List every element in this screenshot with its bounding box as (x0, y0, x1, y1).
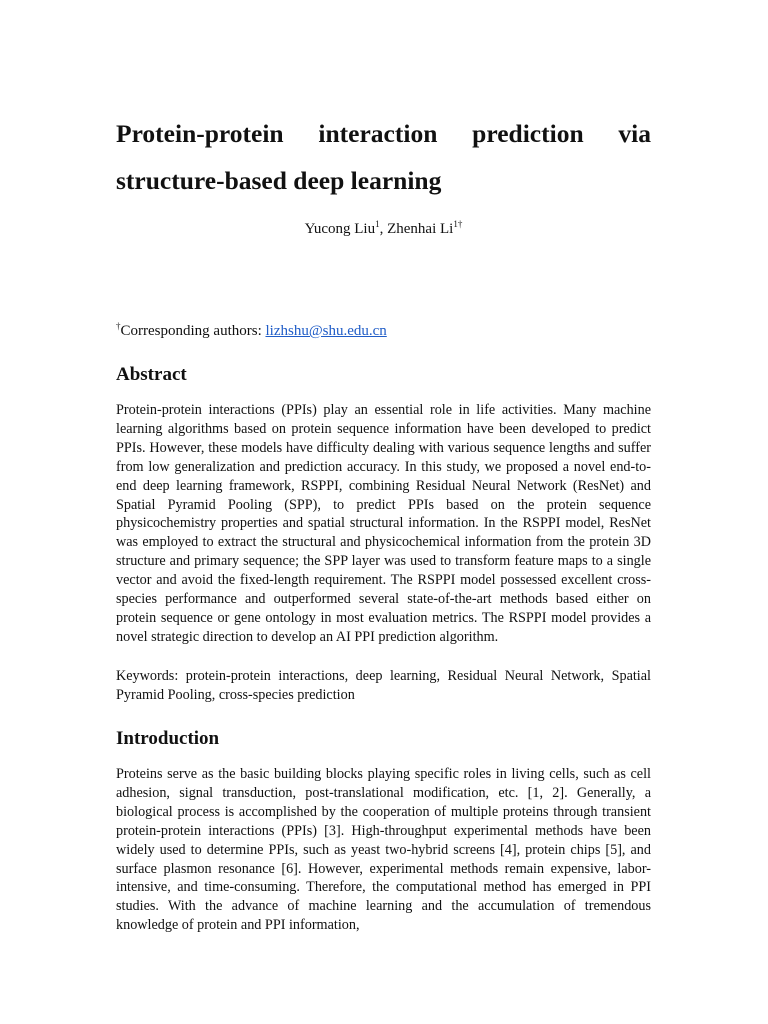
author-name: Yucong Liu (304, 221, 376, 237)
introduction-paragraph: Proteins serve as the basic building blocks playing specific roles in living cells, such as cell adhesion, signal transduction, post-translational modification, etc. [1, 2]. Generally, a biological process is accomplished by the cooperation of multiple proteins through transient protein-protein interactions (PPIs) [3]. High-throughput experimental methods have been widely used to determine PPIs, such as yeast two-hybrid screens [4], protein chips [5], and surface plasmon resonance [6]. However, experimental methods remain expensive, labor-intensive, and time-consuming. Therefore, the computational method has emerged in PPI studies. With the advance of machine learning and the accumulation of tremendous knowledge of protein and PPI information, (116, 766, 651, 934)
corresponding-mark: † (116, 321, 121, 331)
corresponding-label: Corresponding authors: (120, 323, 266, 339)
abstract-paragraph: Protein-protein interactions (PPIs) play an essential role in life activities. Many machine learning algorithms based on protein sequence information have been developed to predict PPIs. However, these models have difficulty dealing with various sequence lengths and suffer from low generalization and prediction accuracy. In this study, we proposed a novel end-to-end deep learning framework, RSPPI, combining Residual Neural Network (ResNet) and Spatial Pyramid Pooling (SPP), to predict PPIs based on the protein sequence physicochemistry properties and spatial structural information. In the RSPPI model, ResNet was employed to extract the structural and physicochemical information from the protein 3D structure and primary sequence; the SPP layer was used to transform feature maps to a single vector and avoid the fixed-length requirement. The RSPPI model possessed excellent cross-species performance and outperformed several state-of-the-art methods based either on protein sequence or gene ontology in most evaluation metrics. The RSPPI model provides a novel strategic direction to develop an AI PPI prediction algorithm. (116, 402, 651, 645)
abstract-heading: Abstract (116, 364, 187, 385)
corresponding-email-link[interactable]: lizhshu@shu.edu.cn (265, 323, 387, 339)
author-separator: , (379, 221, 388, 237)
author-line (116, 219, 651, 239)
keywords-paragraph: Keywords: protein-protein interactions, deep learning, Residual Neural Network, Spatial Pyramid Pooling, cross-species prediction (116, 668, 651, 703)
corresponding-author-note (116, 321, 651, 341)
affiliation-mark: 1† (453, 219, 463, 229)
paper-title: Protein-protein interaction prediction via structure-based deep learning (116, 119, 651, 195)
affiliation-mark: 1 (375, 219, 380, 229)
introduction-heading: Introduction (116, 728, 220, 749)
author-name: Zhenhai Li (387, 221, 454, 237)
